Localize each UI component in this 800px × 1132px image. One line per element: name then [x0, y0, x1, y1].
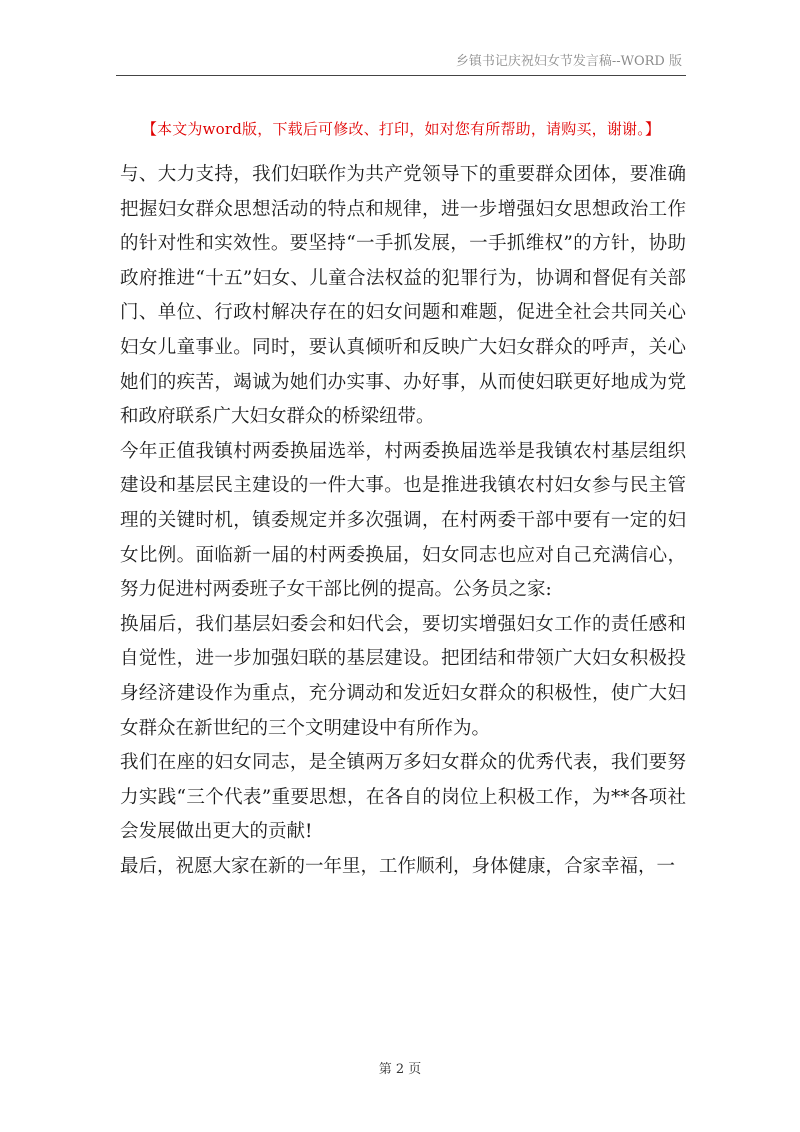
page-number: 第 2 页 — [378, 1062, 422, 1077]
document-body — [120, 158, 686, 884]
paragraph: 我们在座的妇女同志，是全镇两万多妇女群众的优秀代表，我们要努力实践“三个代表”重要思想，在各自的岗位上积极工作，为**各项社会发展做出更大的贡献! — [120, 752, 686, 843]
header-divider — [116, 75, 686, 76]
page-header-title: 乡镇书记庆祝妇女节发言稿--WORD 版 — [455, 54, 682, 69]
paragraph: 今年正值我镇村两委换届选举，村两委换届选举是我镇农村基层组织建设和基层民主建设的一件大事。也是推进我镇农村妇女参与民主管理的关键时机，镇委规定并多次强调，在村两委干部中要有一定的妇女比例。面临新一届的村两委换届，妇女同志也应对自己充满信心，努力促进村两委班子女干部比例的提高。公务员之家: — [120, 440, 686, 601]
paragraph: 最后，祝愿大家在新的一年里，工作顺利，身体健康，合家幸福，一 — [120, 855, 676, 877]
paragraph: 与、大力支持，我们妇联作为共产党领导下的重要群众团体，要准确把握妇女群众思想活动的特点和规律，进一步增强妇女思想政治工作的针对性和实效性。要坚持“一手抓发展，一手抓维权”的方针，协助政府推进“十五”妇女、儿童合法权益的犯罪行为，协调和督促有关部门、单位、行政村解决存在的妇女问题和难题，促进全社会共同关心妇女儿童事业。同时，要认真倾听和反映广大妇女群众的呼声，关心她们的疾苦，竭诚为她们办实事、办好事，从而使妇联更好地成为党和政府联系广大妇女群众的桥梁纽带。 — [120, 164, 686, 428]
download-notice: 【本文为word版，下载后可修改、打印，如对您有所帮助，请购买，谢谢。】 — [141, 120, 661, 138]
paragraph: 换届后，我们基层妇委会和妇代会，要切实增强妇女工作的责任感和自觉性，进一步加强妇联的基层建设。把团结和带领广大妇女积极投身经济建设作为重点，充分调动和发近妇女群众的积极性，使广大妇女群众在新世纪的三个文明建设中有所作为。 — [120, 613, 686, 739]
